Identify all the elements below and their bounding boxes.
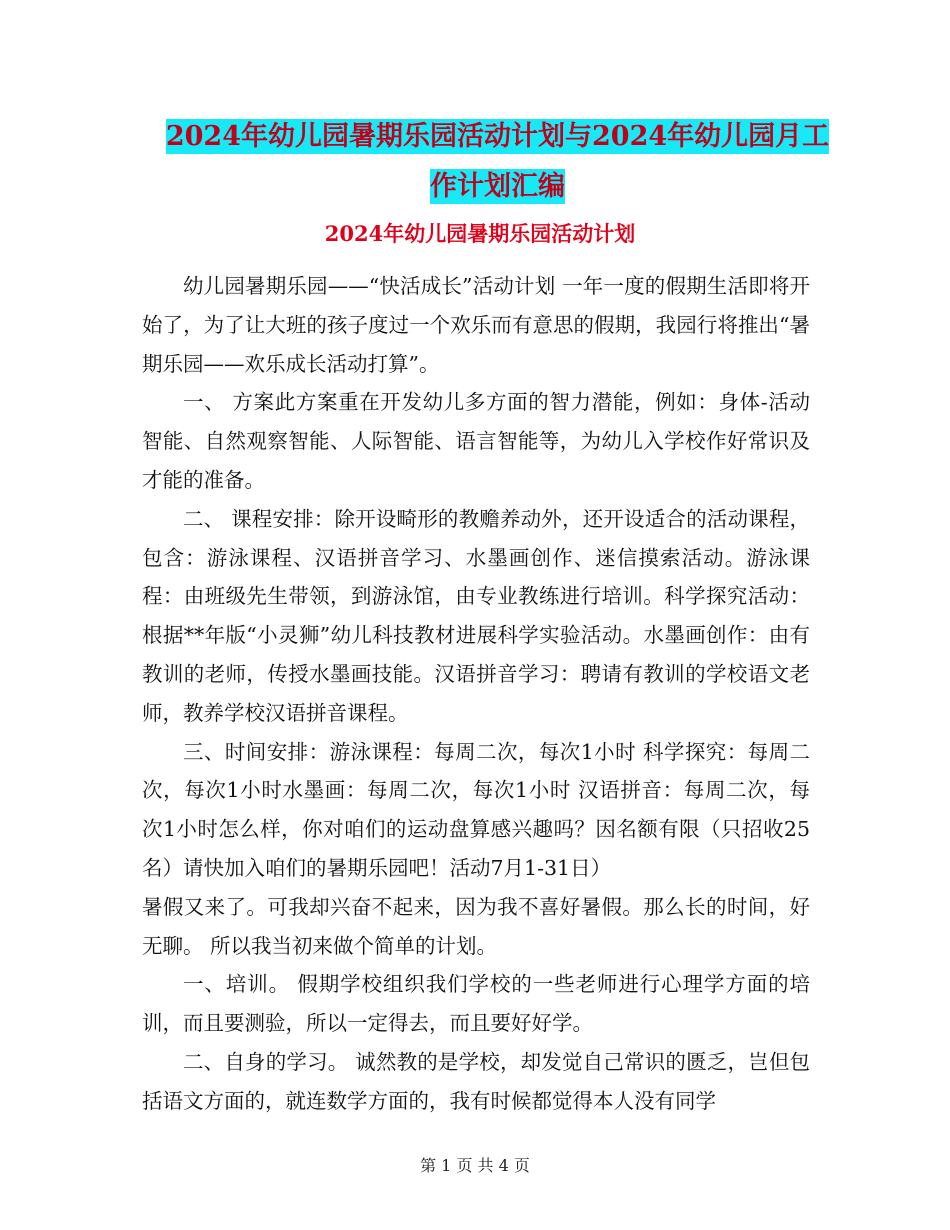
page-footer: 第 1 页 共 4 页 bbox=[420, 1156, 530, 1175]
main-title-line-2: 作计划汇编 bbox=[430, 171, 565, 202]
main-title-line-1: 2024年幼儿园暑期乐园活动计划与2024年幼儿园月工 bbox=[165, 121, 830, 152]
paragraph-plan: 一、 方案此方案重在开发幼儿多方面的智力潜能，例如：身体-活动智能、自然观察智能、人际智能、语言智能等，为幼儿入学校作好常识及才能的准备。 bbox=[142, 390, 810, 492]
paragraph-summer: 暑假又来了。可我却兴奋不起来，因为我不喜好暑假。那么长的时间，好无聊。 所以我当初来做个简单的计划。 bbox=[142, 894, 810, 958]
paragraph-intro: 幼儿园暑期乐园——“快活成长”活动计划 一年一度的假期生活即将开始了，为了让大班的孩子度过一个欢乐而有意思的假期，我园行将推出“暑期乐园——欢乐成长活动打算”。 bbox=[142, 274, 810, 376]
paragraph-schedule: 三、时间安排：游泳课程：每周二次，每次1小时 科学探究：每周二次，每次1小时水墨画：每周二次，每次1小时 汉语拼音：每周二次，每次1小时怎么样，你对咱们的运动盘算感兴趣吗？因名额有限（只招收25名）请快加入咱们的暑期乐园吧！活动7月1-31日） bbox=[142, 739, 810, 880]
document-main-title bbox=[140, 112, 855, 212]
paragraph-self-study: 二、自身的学习。 诚然教的是学校，却发觉自己常识的匮乏，岂但包括语文方面的，就连数学方面的，我有时候都觉得本人没有同学 bbox=[142, 1049, 810, 1113]
section-title: 2024年幼儿园暑期乐园活动计划 bbox=[324, 221, 636, 246]
document-body bbox=[142, 267, 810, 1121]
paragraph-courses: 二、 课程安排：除开设畸形的教赡养动外，还开设适合的活动课程，包含：游泳课程、汉语拼音学习、水墨画创作、迷信摸索活动。游泳课程：由班级先生带领，到游泳馆，由专业教练进行培训。科学探究活动：根据**年版“小灵狮”幼儿科技教材进展科学实验活动。水墨画创作：由有教训的老师，传授水墨画技能。汉语拼音学习：聘请有教训的学校语文老师，教养学校汉语拼音课程。 bbox=[142, 506, 810, 725]
paragraph-training: 一、培训。 假期学校组织我们学校的一些老师进行心理学方面的培训，而且要测验，所以一定得去，而且要好好学。 bbox=[142, 972, 810, 1036]
